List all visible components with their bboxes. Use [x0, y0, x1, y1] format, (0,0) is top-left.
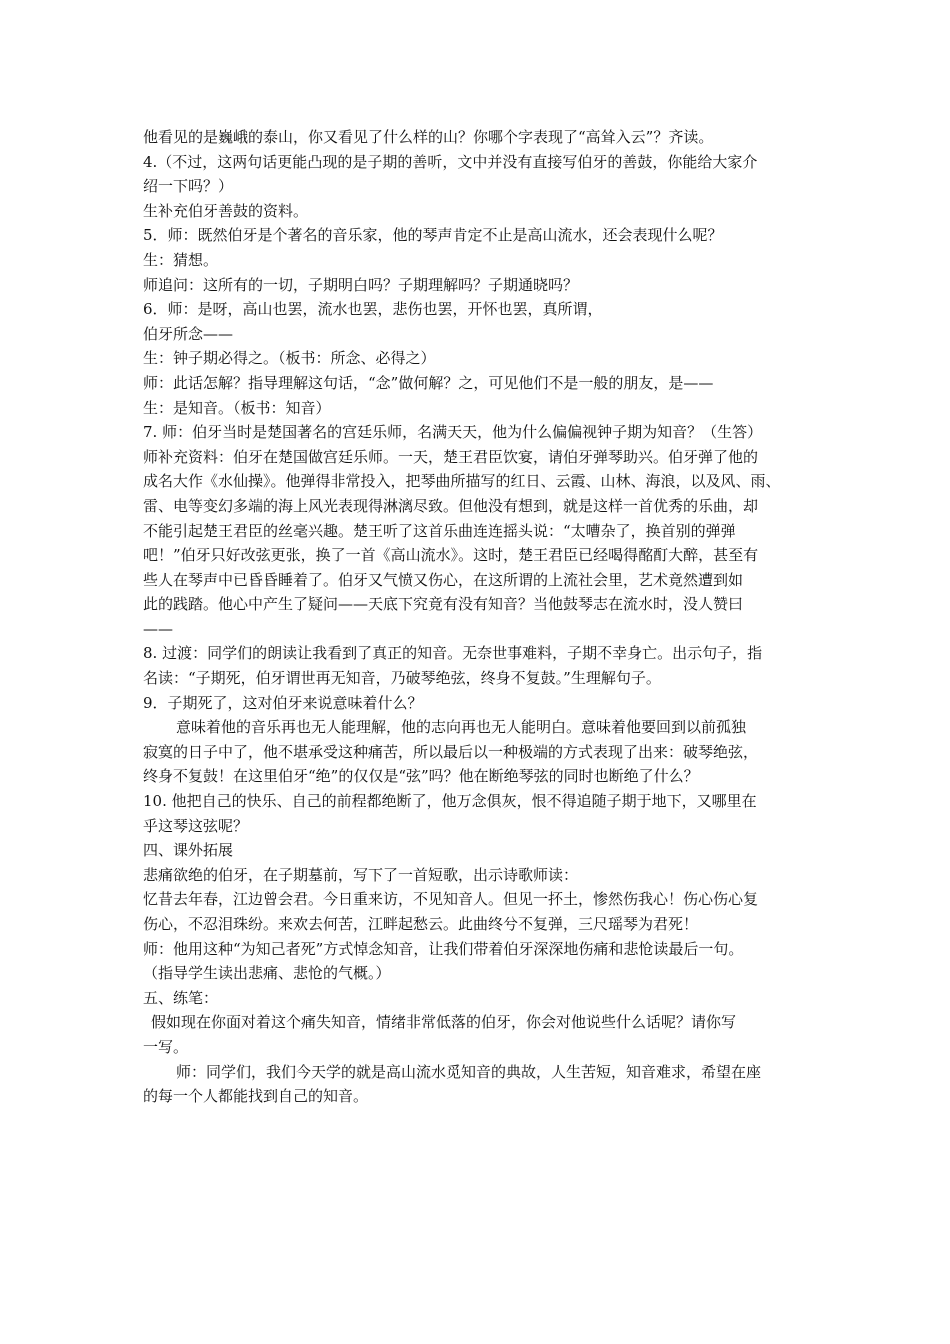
- poem-line: 忆昔去年春，江边曾会君。今日重来访，不见知音人。但见一抔土，惨然伤我心！伤心伤心复: [143, 890, 759, 909]
- section-heading: 四、课外拓展: [143, 841, 234, 860]
- text-line: 6．师：是呀，高山也罢，流水也罢，悲伤也罢，开怀也罢，真所谓，: [143, 300, 603, 319]
- text-line: 师：此话怎解？指导理解这句话，“念”做何解？之，可见他们不是一般的朋友，是——: [143, 373, 714, 392]
- text-line: 意味着他的音乐再也无人能理解，他的志向再也无人能明白。意味着他要回到以前孤独: [176, 718, 747, 737]
- text-line: 雷、电等变幻多端的海上风光表现得淋漓尽致。但他没有想到，就是这样一首优秀的乐曲，却: [143, 496, 759, 515]
- text-line: 悲痛欲绝的伯牙，在子期墓前，写下了一首短歌，出示诗歌师读：: [143, 865, 579, 884]
- text-line: 生：钟子期必得之。（板书：所念、必得之）: [143, 349, 436, 368]
- poem-line: 伤心，不忍泪珠纷。来欢去何苦，江畔起愁云。此曲终兮不复弹，三尺瑶琴为君死！: [143, 915, 699, 933]
- text-line: 师：同学们，我们今天学的就是高山流水觅知音的典故，人生苦短，知音难求，希望在座: [176, 1062, 762, 1081]
- text-line: 乎这琴这弦呢？: [143, 816, 249, 835]
- text-line: 寂寞的日子中了，他不堪承受这种痛苦，所以最后以一种极端的方式表现了出来：破琴绝弦，: [143, 742, 759, 761]
- text-line: 不能引起楚王君臣的丝毫兴趣。楚王听了这首乐曲连连摇头说：“太嘈杂了，换首别的弹弹: [143, 521, 736, 540]
- text-line: 师补充资料：伯牙在楚国做宫廷乐师。一天，楚王君臣饮宴，请伯牙弹琴助兴。伯牙弹了他的: [143, 447, 759, 466]
- text-line: 些人在琴声中已昏昏睡着了。伯牙又气愤又伤心，在这所谓的上流社会里，艺术竟然遭到如: [143, 570, 744, 589]
- text-line: 绍一下吗？）: [143, 177, 234, 196]
- text-line: 生：是知音。（板书：知音）: [143, 398, 331, 417]
- text-line: 生补充伯牙善鼓的资料。: [143, 201, 309, 220]
- text-line: 9．子期死了，这对伯牙来说意味着什么？: [143, 693, 423, 712]
- text-line: 他看见的是巍峨的泰山，你又看见了什么样的山？你哪个字表现了“高耸入云”？齐读。: [143, 128, 714, 146]
- text-line: 4.（不过，这两句话更能凸现的是子期的善听，文中并没有直接写伯牙的善鼓，你能给大家介: [143, 152, 758, 171]
- section-heading: 五、练笔：: [143, 988, 219, 1007]
- text-line: 终身不复鼓！在这里伯牙“绝”的仅仅是“弦”吗？他在断绝琴弦的同时也断绝了什么？: [143, 767, 699, 786]
- text-line: 10. 他把自己的快乐、自己的前程都绝断了，他万念俱灰，恨不得追随子期于地下，又哪里在: [143, 792, 757, 811]
- text-line: 吧！”伯牙只好改弦更张，换了一首《高山流水》。这时，楚王君臣已经喝得酩酊大醉，甚至有: [143, 546, 759, 565]
- text-line: 8. 过渡：同学们的朗读让我看到了真正的知音。无奈世事难料，子期不幸身亡。出示句子，指: [143, 644, 763, 663]
- text-line: 名读：“子期死，伯牙谓世再无知音，乃破琴绝弦，终身不复鼓。”生理解句子。: [143, 669, 661, 688]
- text-line: 伯牙所念——: [143, 324, 234, 343]
- text-line: 师追问：这所有的一切，子期明白吗？子期理解吗？子期通晓吗？: [143, 275, 579, 294]
- lesson-plan-text: [143, 125, 823, 1109]
- text-line: 一写。: [143, 1037, 189, 1056]
- text-line: 假如现在你面对着这个痛失知音，情绪非常低落的伯牙，你会对他说些什么话呢？请你写: [151, 1013, 737, 1032]
- text-line: 的每一个人都能找到自己的知音。: [143, 1087, 369, 1106]
- text-line: 5．师：既然伯牙是个著名的音乐家，他的琴声肯定不止是高山流水，还会表现什么呢？: [143, 226, 723, 245]
- text-line: 7. 师：伯牙当时是楚国著名的宫廷乐师，名满天天，他为什么偏偏视钟子期为知音？（生答）: [143, 423, 763, 442]
- text-line: （指导学生读出悲痛、悲怆的气概。）: [143, 964, 391, 983]
- text-line: 此的践踏。他心中产生了疑问——天底下究竟有没有知音？当他鼓琴志在流水时，没人赞曰: [143, 595, 744, 614]
- text-line: 师：他用这种“为知己者死”方式悼念知音，让我们带着伯牙深深地伤痛和悲怆读最后一句。: [143, 939, 744, 958]
- text-line: 生：猜想。: [143, 250, 219, 269]
- text-line: ——: [143, 619, 173, 638]
- text-line: 成名大作《水仙操》。他弹得非常投入，把琴曲所描写的红日、云霞、山林、海浪，以及风、雨、: [143, 472, 781, 491]
